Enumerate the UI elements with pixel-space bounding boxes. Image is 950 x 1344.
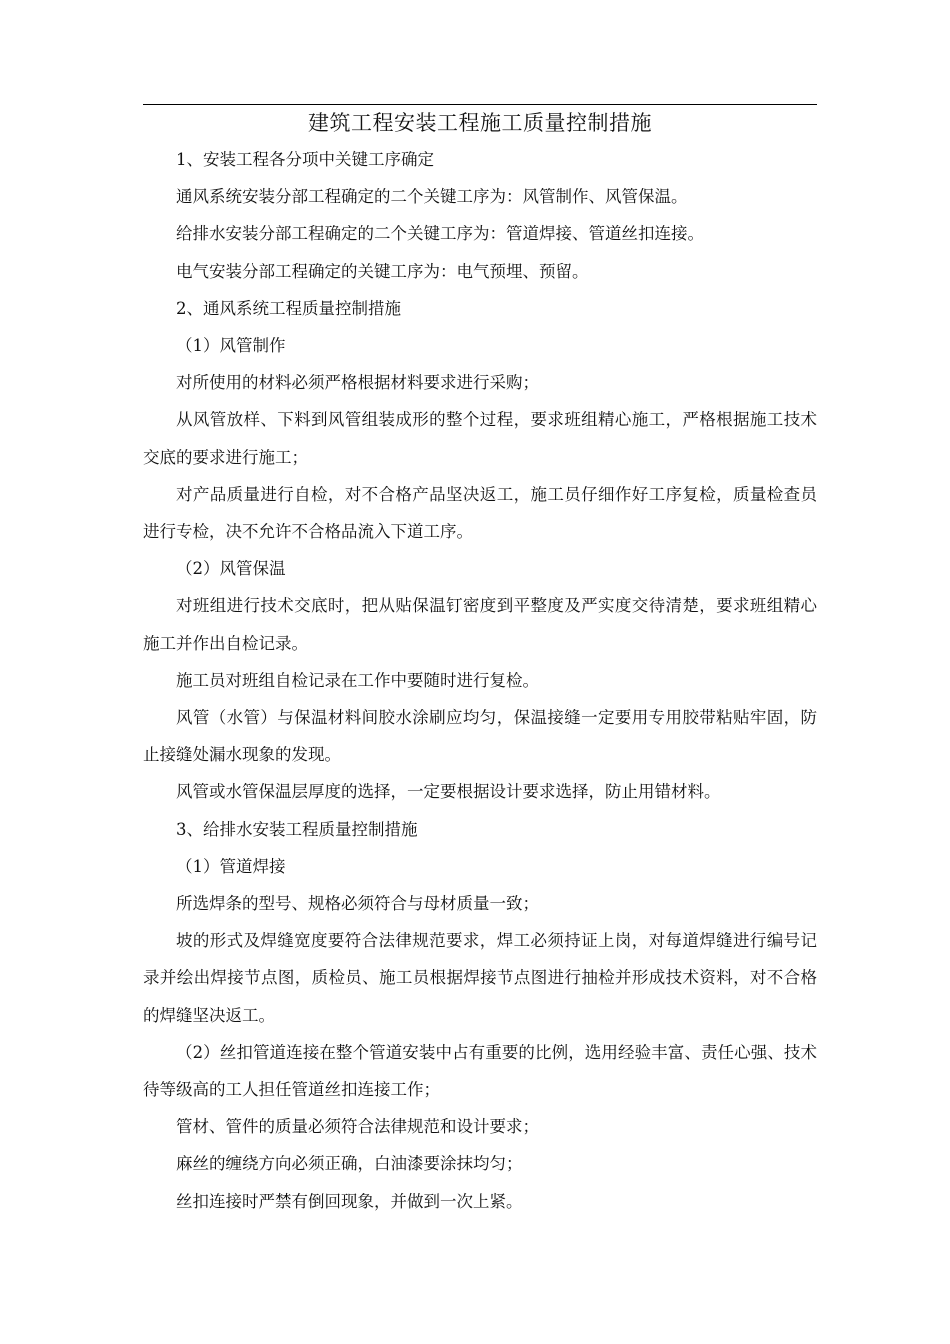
section-heading-2: 2、通风系统工程质量控制措施 xyxy=(176,298,401,318)
subsection-heading: （1）管道焊接 xyxy=(176,856,286,876)
section-heading-3: 3、给排水安装工程质量控制措施 xyxy=(176,819,418,839)
document-title: 建筑工程安装工程施工质量控制措施 xyxy=(308,111,652,135)
subsection-heading: （1）风管制作 xyxy=(176,336,286,356)
header-rule xyxy=(143,104,817,105)
paragraph: 给排水安装分部工程确定的二个关键工序为：管道焊接、管道丝扣连接。 xyxy=(176,224,704,244)
paragraph: 麻丝的缠绕方向必须正确，白油漆要涂抹均匀； xyxy=(176,1154,523,1174)
paragraph: （2）丝扣管道连接在整个管道安装中占有重要的比例，选用经验丰富、责任心强、技术待等级高的工人担任管道丝扣连接工作； xyxy=(143,1042,817,1100)
paragraph: 管材、管件的质量必须符合法律规范和设计要求； xyxy=(176,1117,539,1137)
paragraph: 对产品质量进行自检，对不合格产品坚决返工，施工员仔细作好工序复检，质量检查员进行专检，决不允许不合格品流入下道工序。 xyxy=(143,484,817,542)
section-heading-1: 1、安装工程各分项中关键工序确定 xyxy=(176,150,434,169)
paragraph: 风管或水管保温层厚度的选择，一定要根据设计要求选择，防止用错材料。 xyxy=(176,782,721,802)
document-body xyxy=(143,141,817,1220)
paragraph: 对所使用的材料必须严格根据材料要求进行采购； xyxy=(176,373,539,393)
paragraph: 通风系统安装分部工程确定的二个关键工序为：风管制作、风管保温。 xyxy=(176,187,688,207)
paragraph: 对班组进行技术交底时，把从贴保温钉密度到平整度及严实度交待清楚，要求班组精心施工并作出自检记录。 xyxy=(143,596,817,653)
paragraph: 坡的形式及焊缝宽度要符合法律规范要求，焊工必须持证上岗，对每道焊缝进行编号记录并绘出焊接节点图，质检员、施工员根据焊接节点图进行抽检并形成技术资料，对不合格的焊缝坚决返工。 xyxy=(143,931,817,1025)
paragraph: 电气安装分部工程确定的关键工序为：电气预埋、预留。 xyxy=(176,261,589,281)
paragraph: 从风管放样、下料到风管组装成形的整个过程，要求班组精心施工，严格根据施工技术交底的要求进行施工； xyxy=(143,410,817,467)
subsection-heading: （2）风管保温 xyxy=(176,559,286,579)
paragraph: 风管（水管）与保温材料间胶水涂刷应均匀，保温接缝一定要用专用胶带粘贴牢固，防止接缝处漏水现象的发现。 xyxy=(143,708,817,765)
paragraph: 丝扣连接时严禁有倒回现象，并做到一次上紧。 xyxy=(176,1191,523,1211)
paragraph: 施工员对班组自检记录在工作中要随时进行复检。 xyxy=(176,670,539,690)
paragraph: 所选焊条的型号、规格必须符合与母材质量一致； xyxy=(176,894,539,914)
